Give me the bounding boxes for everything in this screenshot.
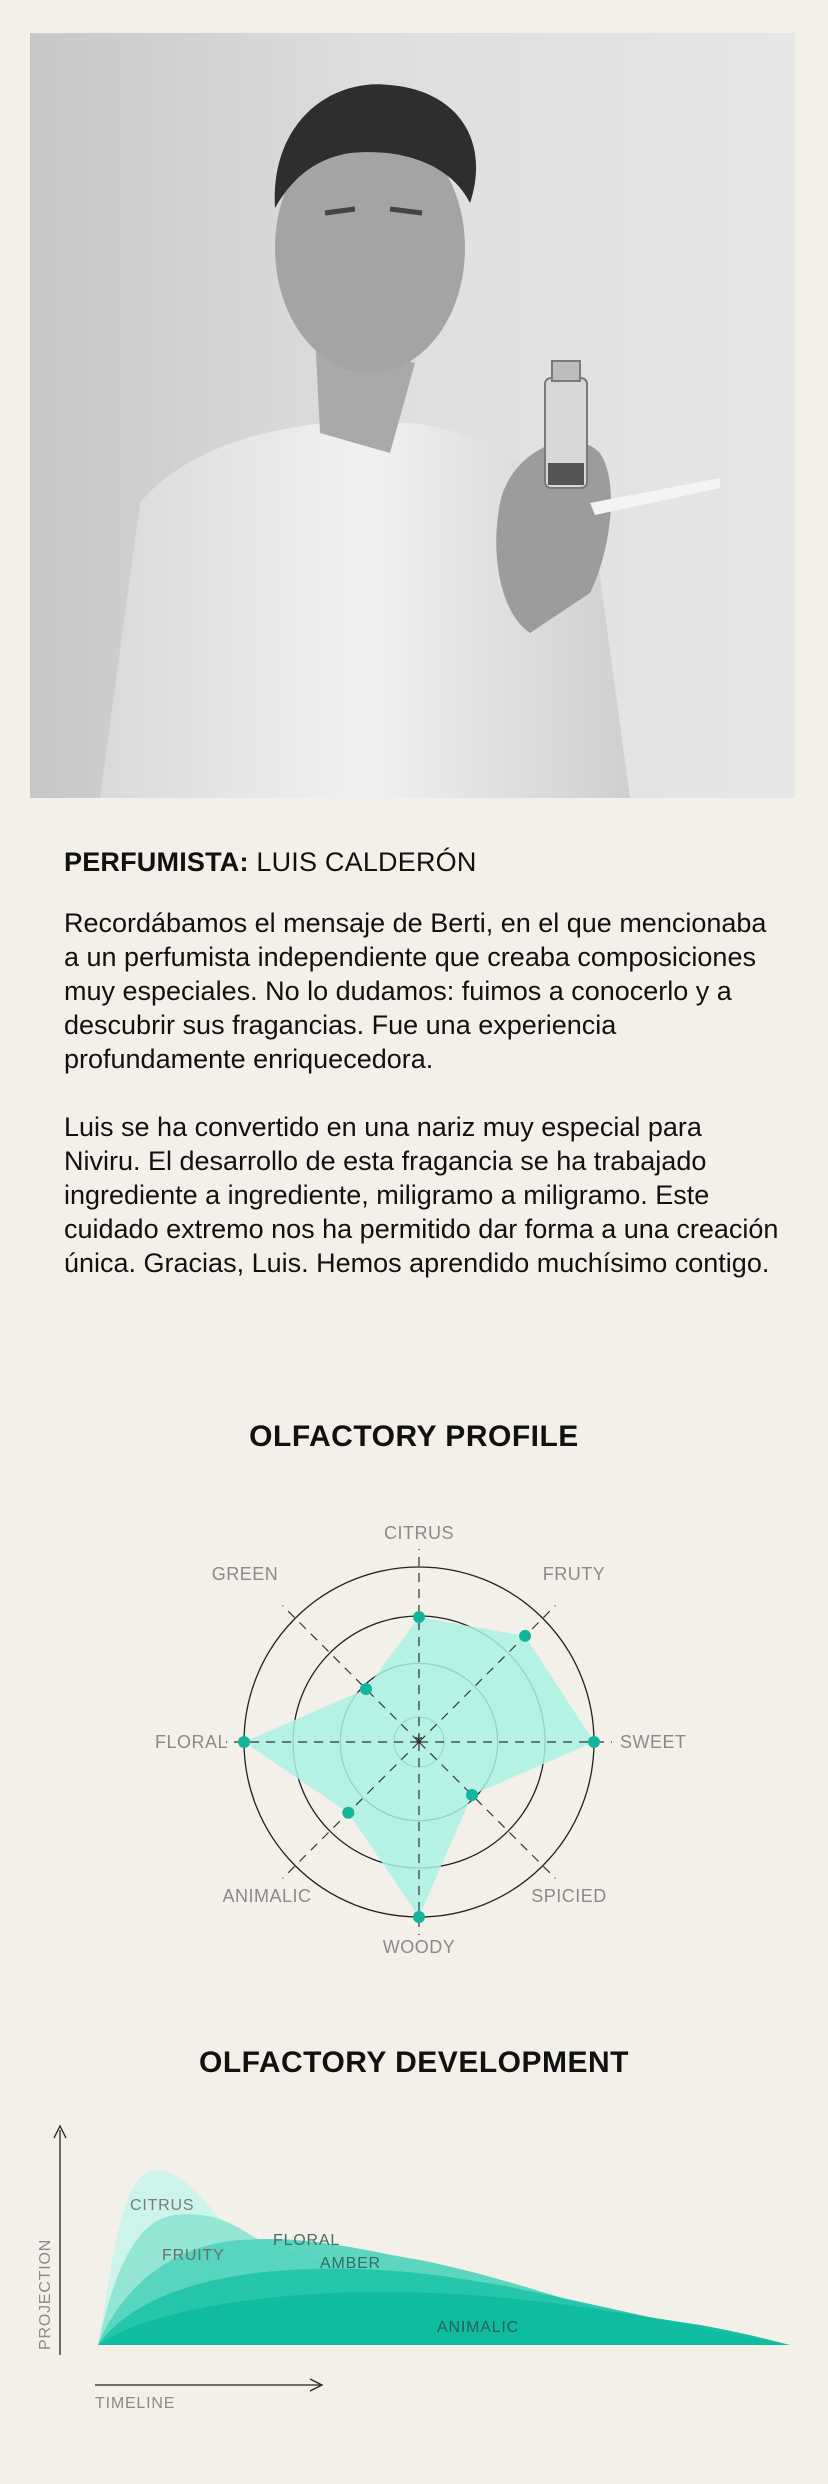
radar-label-animalic: ANIMALIC — [222, 1886, 312, 1906]
bio-paragraph-2: Luis se ha convertido en una nariz muy especial para Niviru. El desarrollo de esta fragancia se ha trabajado ingrediente a ingrediente, miligramo a miligramo. Este cuidado extremo nos ha permitido dar forma a una creación única. Gracias, Luis. Hemos aprendido muchísimo contigo. — [64, 1111, 779, 1278]
radar-point-citrus — [413, 1611, 425, 1623]
radar-label-spicied: SPICIED — [531, 1886, 607, 1906]
olfactory-development-chart — [0, 2110, 828, 2440]
olfactory-development-title: OLFACTORY DEVELOPMENT — [199, 2046, 629, 2079]
radar-point-animalic — [342, 1807, 354, 1819]
y-axis-label: PROJECTION — [37, 2238, 54, 2350]
perfumer-heading — [64, 846, 784, 880]
radar-point-floral — [238, 1736, 250, 1748]
series-label-animalic: ANIMALIC — [437, 2319, 519, 2336]
radar-label-fruty: FRUTY — [542, 1564, 606, 1584]
perfumer-label: PERFUMISTA: — [64, 847, 249, 877]
radar-point-fruty — [519, 1630, 531, 1642]
x-axis-label: TIMELINE — [95, 2395, 176, 2412]
series-label-fruity: FRUITY — [162, 2247, 225, 2264]
perfumer-bio — [64, 846, 784, 1314]
series-label-amber: AMBER — [320, 2255, 381, 2272]
bio-paragraph-1: Recordábamos el mensaje de Berti, en el que mencionaba a un perfumista independiente que creaba composiciones muy especiales. No lo dudamos: fuimos a conocerlo y a descubrir sus fragancias. Fue una experiencia profundamente enriquecedora. — [64, 907, 767, 1074]
olfactory-profile-title: OLFACTORY PROFILE — [249, 1420, 579, 1453]
perfumer-photo — [30, 33, 795, 798]
series-label-citrus: CITRUS — [130, 2197, 195, 2214]
radar-point-green — [360, 1683, 372, 1695]
radar-label-citrus: CITRUS — [384, 1523, 454, 1543]
perfumer-name: LUIS CALDERÓN — [256, 847, 477, 877]
series-label-floral: FLORAL — [273, 2232, 341, 2249]
radar-label-sweet: SWEET — [620, 1732, 687, 1752]
olfactory-profile-chart — [0, 1500, 828, 1980]
radar-center: * — [414, 1732, 424, 1754]
radar-point-spicied — [466, 1789, 478, 1801]
radar-label-floral: FLORAL — [154, 1732, 228, 1752]
radar-label-woody: WOODY — [382, 1937, 456, 1957]
radar-label-green: GREEN — [211, 1564, 279, 1584]
radar-point-sweet — [588, 1736, 600, 1748]
radar-point-woody — [413, 1911, 425, 1923]
